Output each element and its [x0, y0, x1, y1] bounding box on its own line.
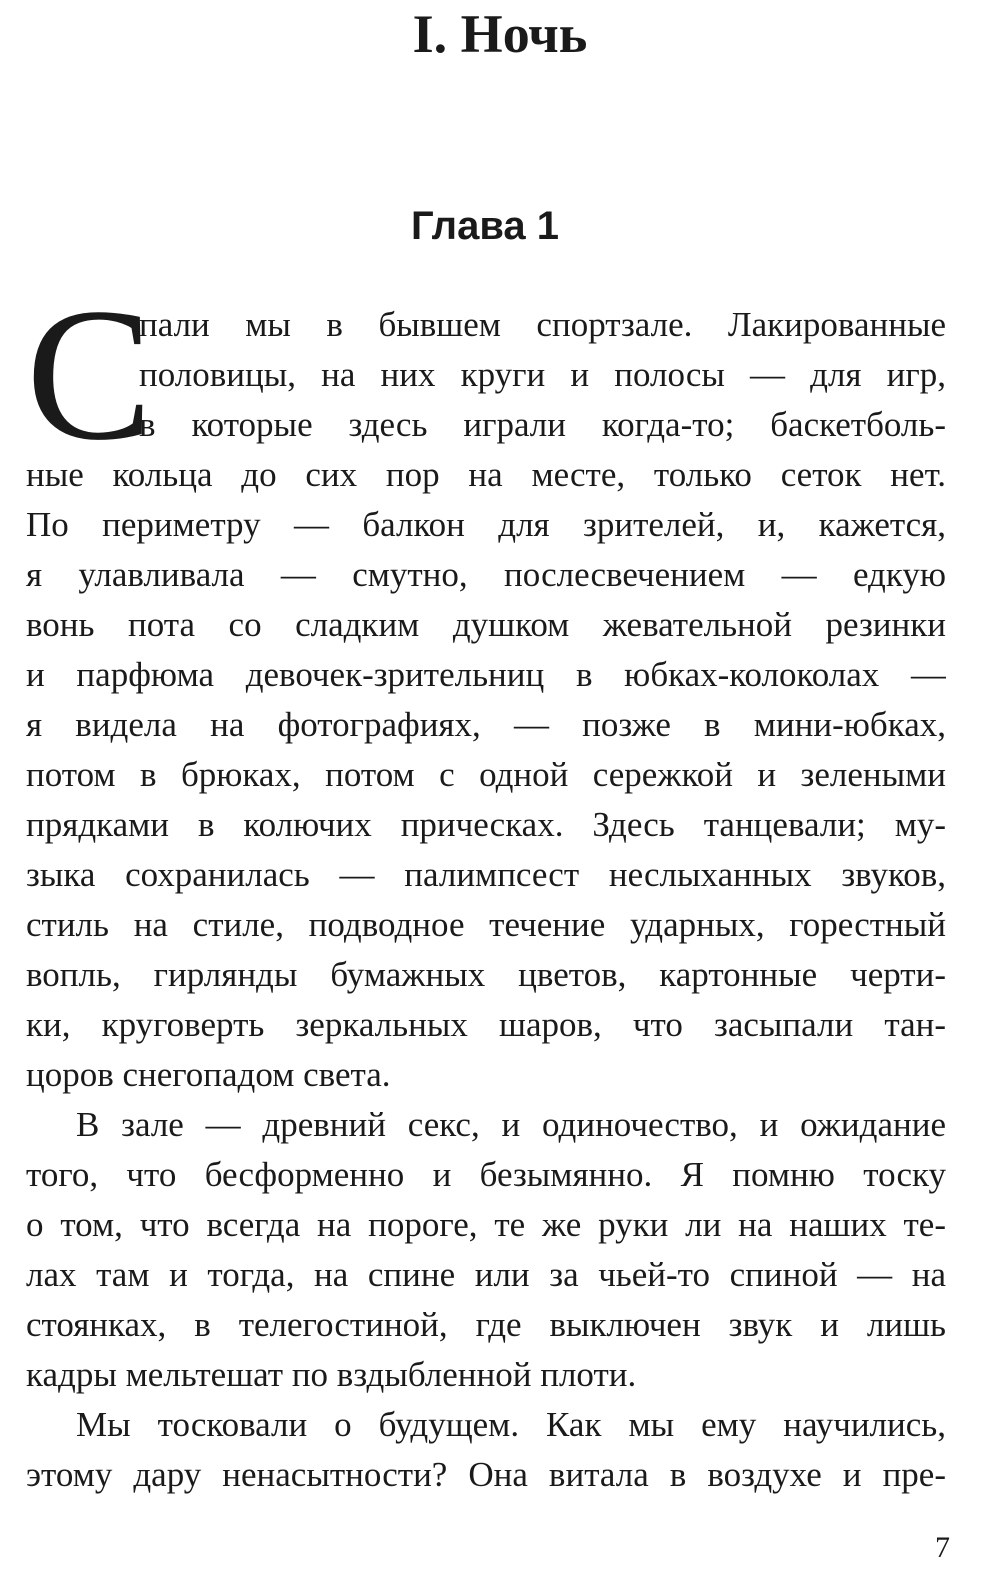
drop-cap: С [26, 270, 153, 480]
text-line: стиль на стиле, подводное течение ударных, горестный [26, 905, 946, 944]
text-line: пали мы в бывшем спортзале. Лакированные [139, 305, 946, 344]
text-line: цоров снегопадом света. [26, 1055, 391, 1094]
text-line: вонь пота со сладким душком жевательной резинки [26, 605, 946, 644]
text-line: этому дару ненасытности? Она витала в воздухе и пре- [26, 1455, 946, 1494]
text-line: потом в брюках, потом с одной сережкой и зелеными [26, 755, 946, 794]
text-line: кадры мельтешат по вздыбленной плоти. [26, 1355, 637, 1394]
part-title: I. Ночь [412, 4, 588, 64]
text-line: вопль, гирлянды бумажных цветов, картонные черти- [26, 955, 946, 994]
text-line: того, что бесформенно и безымянно. Я помню тоску [26, 1155, 946, 1194]
text-line: стоянках, в телегостиной, где выключен звук и лишь [26, 1305, 946, 1344]
text-line: ки, круговерть зеркальных шаров, что засыпали тан- [26, 1005, 946, 1044]
chapter-title: Глава 1 [410, 204, 559, 248]
text-line: В зале — древний секс, и одиночество, и ожидание [76, 1105, 946, 1144]
text-line: я видела на фотографиях, — позже в мини-юбках, [26, 705, 946, 744]
text-line: и парфюма девочек-зрительниц в юбках-колоколах — [26, 655, 946, 694]
page-number: 7 [935, 1531, 950, 1564]
body-text [26, 300, 946, 1500]
text-line: я улавливала — смутно, послесвечением — едкую [26, 555, 946, 594]
text-line: половицы, на них круги и полосы — для игр, [139, 355, 946, 394]
text-line: По периметру — балкон для зрителей, и, кажется, [26, 505, 946, 544]
text-line: Мы тосковали о будущем. Как мы ему научились, [76, 1405, 946, 1444]
text-line: лах там и тогда, на спине или за чьей-то спиной — на [26, 1255, 946, 1294]
text-line: прядками в колючих прическах. Здесь танцевали; му- [26, 805, 946, 844]
text-line: ные кольца до сих пор на месте, только сеток нет. [26, 455, 946, 494]
text-line: зыка сохранилась — палимпсест неслыханных звуков, [26, 855, 946, 894]
text-line: о том, что всегда на пороге, те же руки ли на наших те- [26, 1205, 946, 1244]
text-line: в которые здесь играли когда-то; баскетболь- [139, 405, 946, 444]
